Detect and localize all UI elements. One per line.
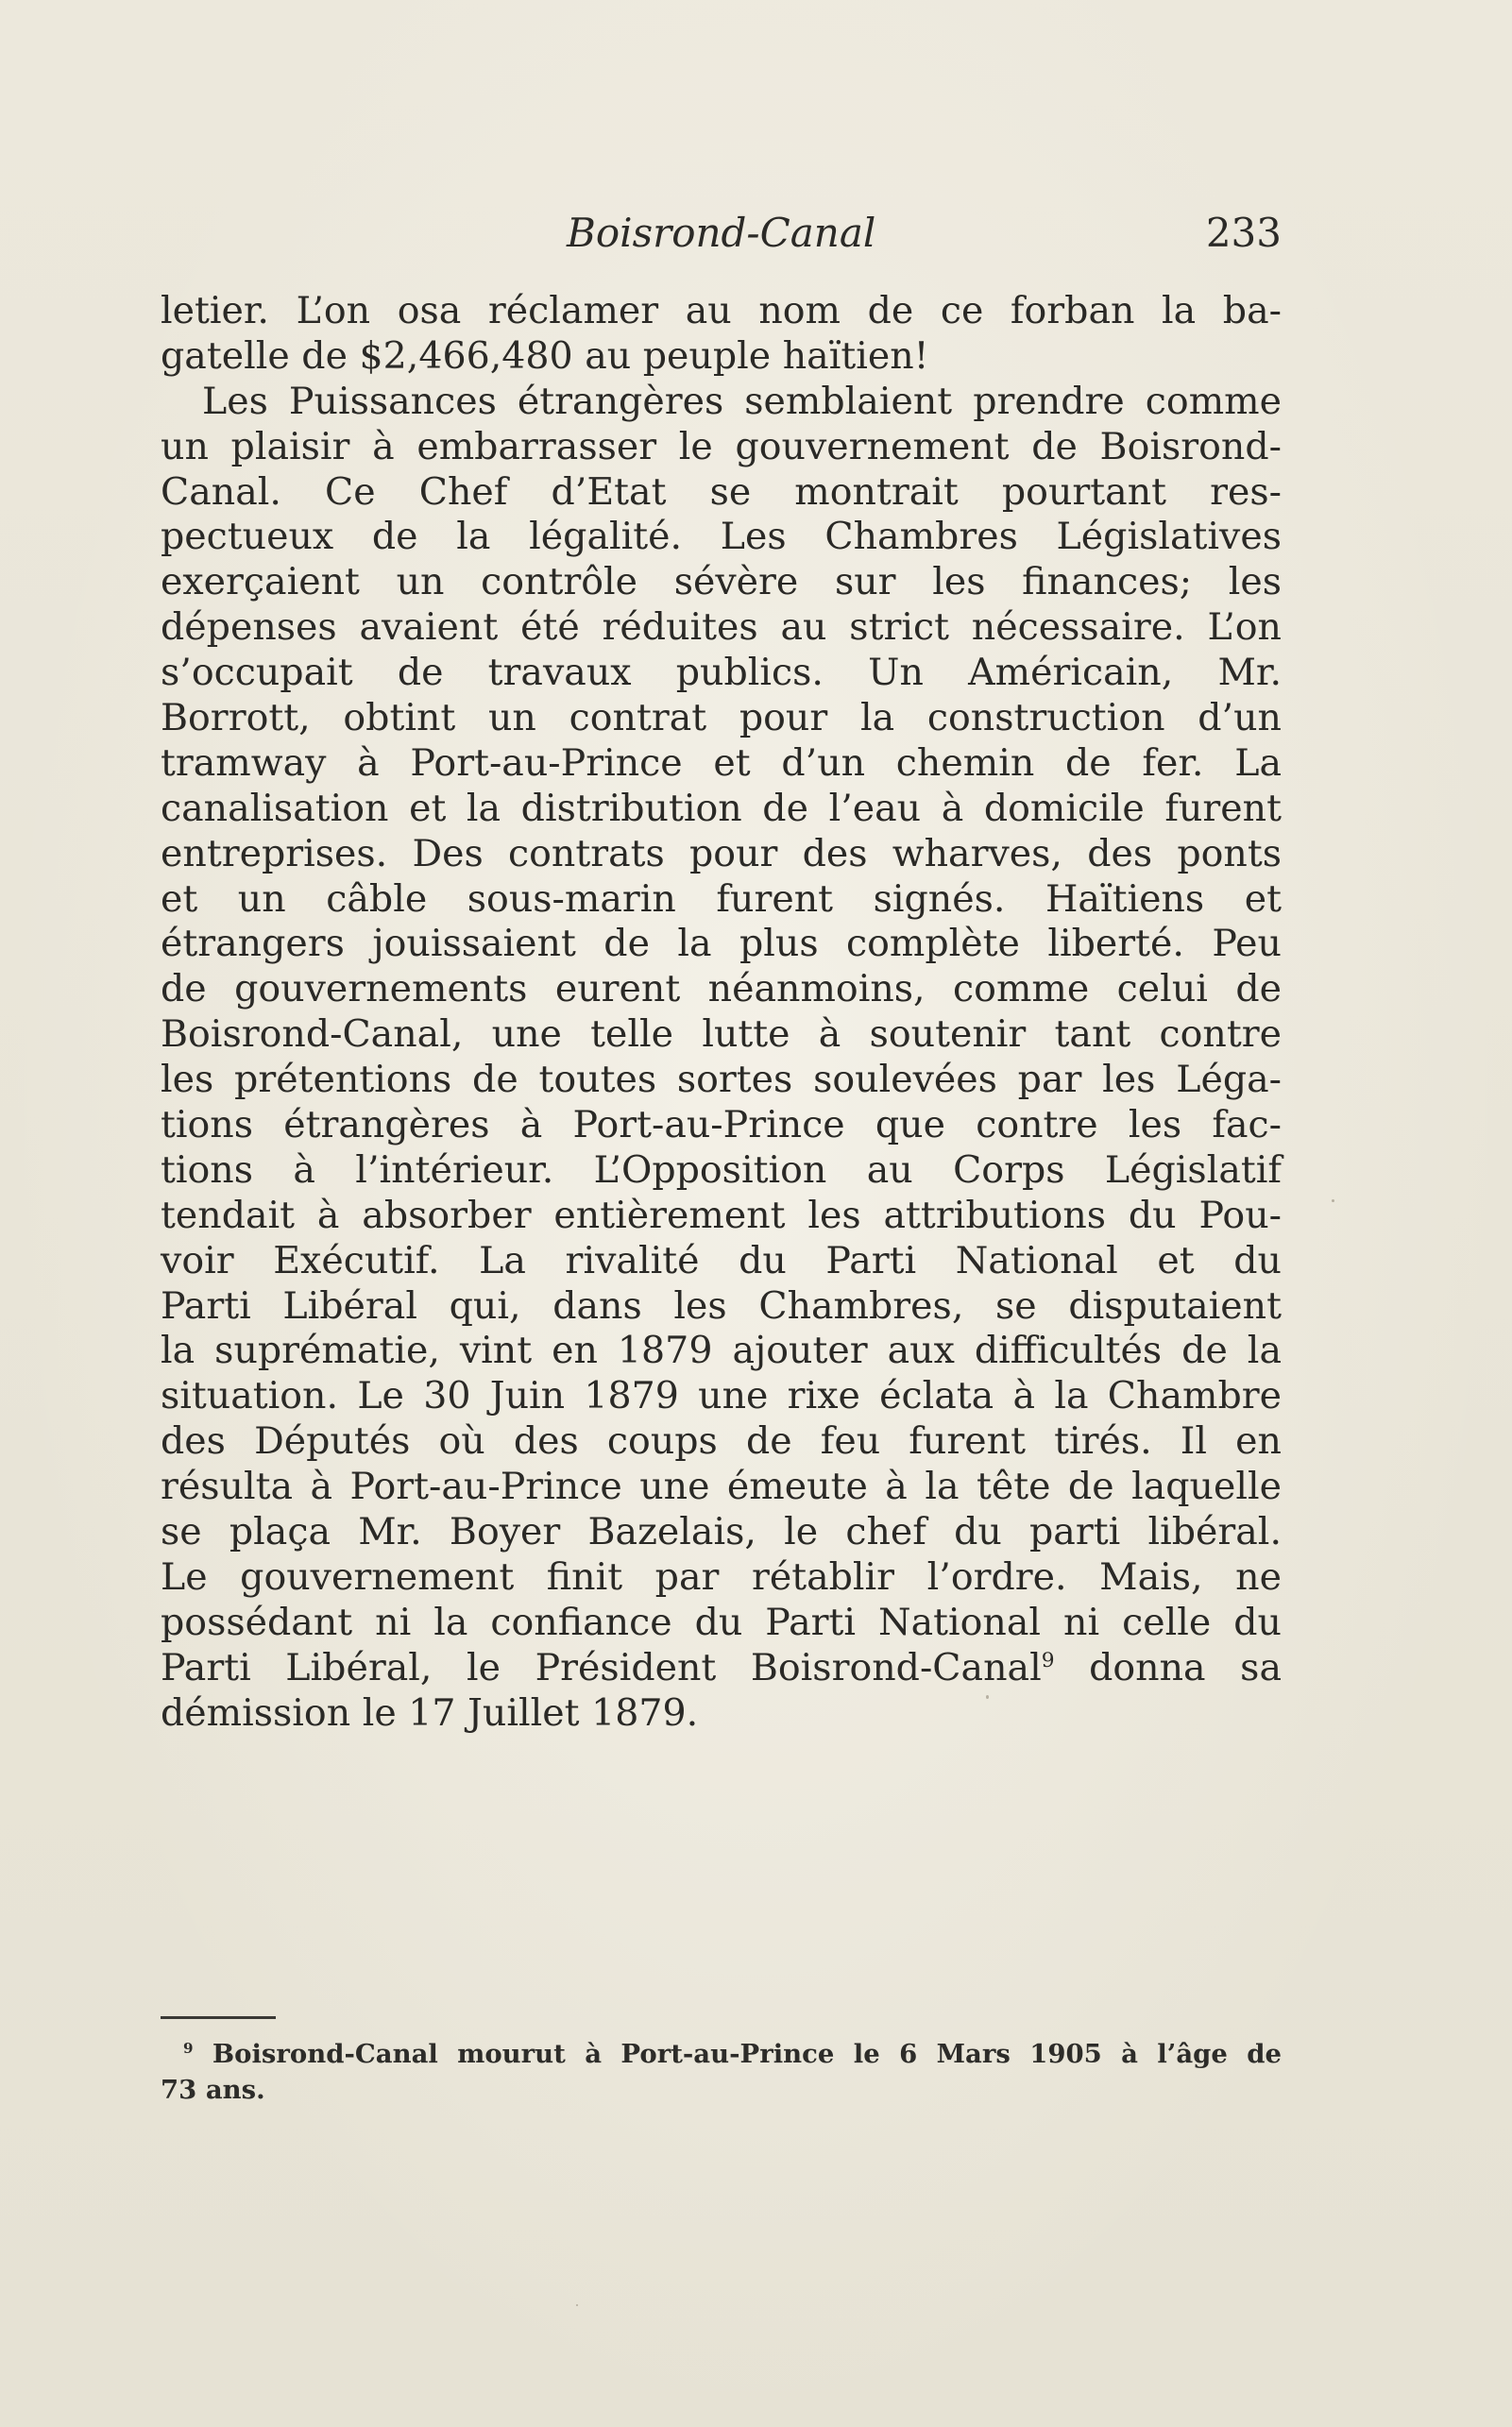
- running-title: Boisrond-Canal: [567, 210, 876, 256]
- page-number: 233: [1205, 210, 1282, 256]
- text-line: letier. L’on osa réclamer au nom de ce forban la ba-: [161, 289, 1282, 332]
- text-line: démission le 17 Juillet 1879.: [161, 1690, 699, 1735]
- text-line: possédant ni la confiance du Parti National ni celle du: [161, 1600, 1282, 1644]
- text-line: résulta à Port-au-Prince une émeute à la tête de laquelle: [161, 1465, 1282, 1509]
- text-line: Canal. Ce Chef d’Etat se montrait pourtant res-: [161, 469, 1282, 514]
- footnote-marker: 9: [183, 2039, 194, 2057]
- text-line: étrangers jouissaient de la plus complète liberté. Peu: [161, 922, 1282, 966]
- text-line-with-note: [161, 1646, 1282, 1691]
- text-line: la suprématie, vint en 1879 ajouter aux difficultés de la: [161, 1329, 1282, 1373]
- text-line: Borrott, obtint un contrat pour la construction d’un: [161, 696, 1282, 740]
- line-text: donna sa: [1054, 1645, 1282, 1689]
- footnote-reference[interactable]: 9: [1041, 1648, 1055, 1672]
- text-line: canalisation et la distribution de l’eau à domicile furent: [161, 786, 1282, 830]
- text-line: se plaça Mr. Boyer Bazelais, le chef du parti libéral.: [161, 1510, 1282, 1554]
- text-line: tions étrangères à Port-au-Prince que contre les fac-: [161, 1103, 1282, 1147]
- text-line: Les Puissances étrangères semblaient prendre comme: [202, 379, 1282, 423]
- body-text: [161, 289, 1282, 1737]
- text-line: Boisrond-Canal, une telle lutte à soutenir tant contre: [161, 1012, 1282, 1057]
- paper-speck: [986, 1695, 989, 1699]
- line-text: Parti Libéral, le Président Boisrond-Canal: [161, 1645, 1042, 1689]
- text-line: un plaisir à embarrasser le gouvernement de Boisrond-: [161, 424, 1282, 468]
- footnote-line: 73 ans.: [161, 2075, 265, 2105]
- text-line: gatelle de $2,466,480 au peuple haïtien!: [161, 333, 929, 378]
- text-line: des Députés où des coups de feu furent tirés. Il en: [161, 1419, 1282, 1464]
- footnote: [161, 2036, 1282, 2108]
- text-line: Le gouvernement finit par rétablir l’ordre. Mais, ne: [161, 1554, 1282, 1599]
- text-line: voir Exécutif. La rivalité du Parti National et du: [161, 1238, 1282, 1282]
- text-line: tions à l’intérieur. L’Opposition au Corps Législatif: [161, 1147, 1282, 1192]
- text-line: exerçaient un contrôle sévère sur les finances; les: [161, 560, 1282, 604]
- text-line: tramway à Port-au-Prince et d’un chemin de fer. La: [161, 740, 1282, 785]
- text-line: les prétentions de toutes sortes soulevées par les Léga-: [161, 1058, 1282, 1102]
- text-line: de gouvernements eurent néanmoins, comme celui de: [161, 967, 1282, 1011]
- text-line: s’occupait de travaux publics. Un Américain, Mr.: [161, 651, 1282, 695]
- paper-speck: [1332, 1199, 1334, 1202]
- text-line: tendait à absorber entièrement les attributions du Pou-: [161, 1193, 1282, 1237]
- text-line: pectueux de la légalité. Les Chambres Législatives: [161, 515, 1282, 559]
- text-line: Parti Libéral qui, dans les Chambres, se disputaient: [161, 1283, 1282, 1328]
- paper-speck: [576, 2304, 578, 2306]
- footnote-rule: [161, 2016, 276, 2019]
- footnote-line: [161, 2036, 1282, 2072]
- running-head: [162, 210, 1282, 263]
- text-line: dépenses avaient été réduites au strict nécessaire. L’on: [161, 605, 1282, 650]
- text-line: entreprises. Des contrats pour des wharves, des ponts: [161, 831, 1282, 875]
- text-line: et un câble sous-marin furent signés. Haïtiens et: [161, 876, 1282, 921]
- text-line: situation. Le 30 Juin 1879 une rixe éclata à la Chambre: [161, 1374, 1282, 1418]
- footnote-text: Boisrond-Canal mourut à Port-au-Prince le 6 Mars 1905 à l’âge de: [193, 2039, 1282, 2069]
